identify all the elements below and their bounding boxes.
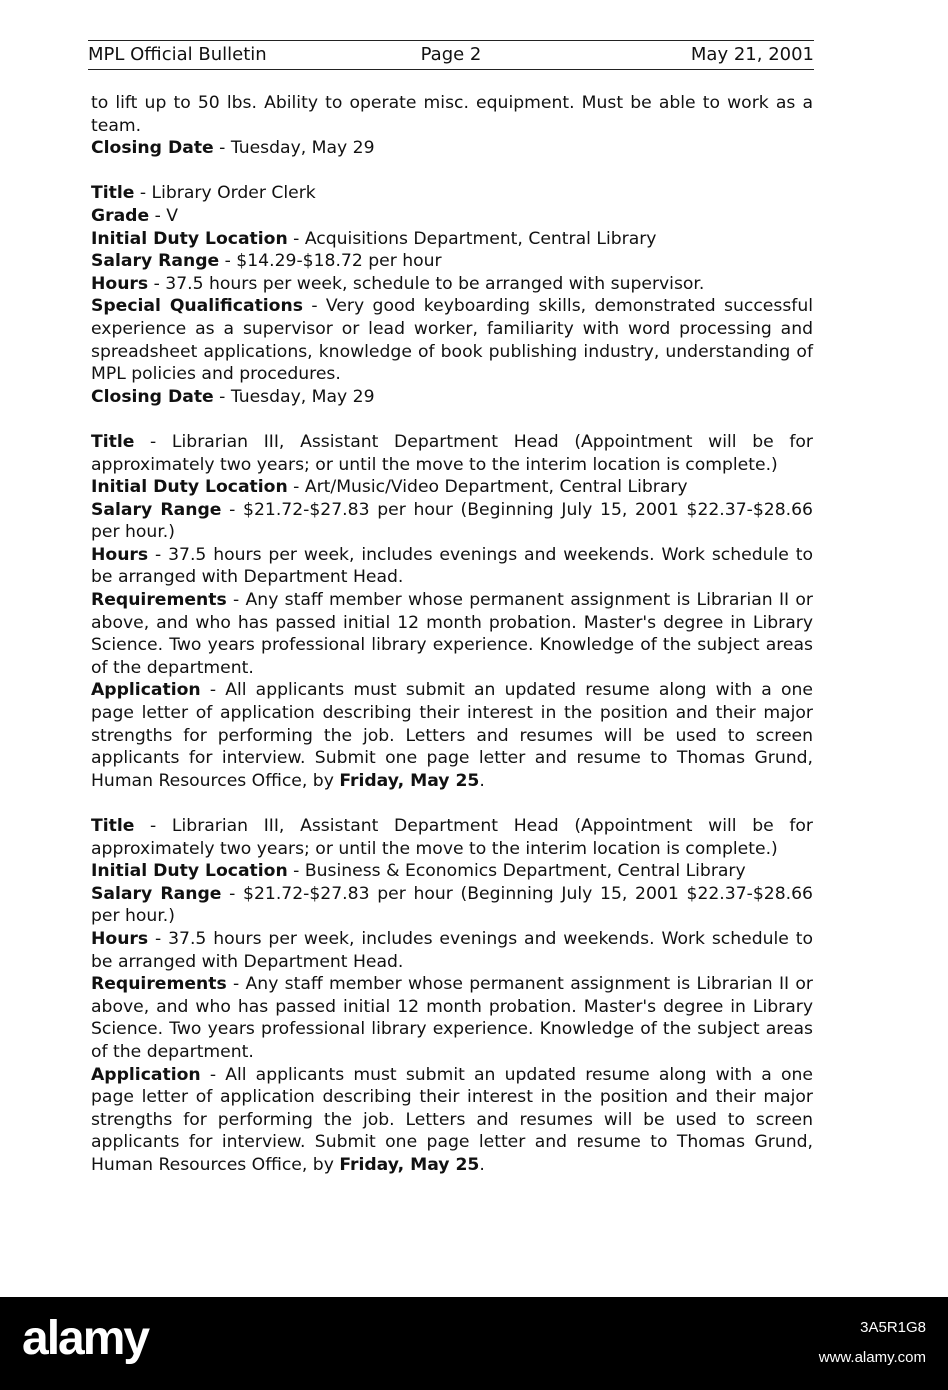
watermark-url: www.alamy.com [818,1349,926,1366]
job-grade: Grade - V [91,205,179,226]
job-location: Initial Duty Location - Art/Music/Video Department, Central Library [91,477,688,498]
page-header [88,40,814,70]
job-location: Initial Duty Location - Acquisitions Department, Central Library [91,228,657,249]
continued-closing-date: Closing Date - Tuesday, May 29 [91,138,375,159]
job-posting-library-order-clerk [91,182,813,408]
job-hours: Hours - 37.5 hours per week, includes evenings and weekends. Work schedule to be arranged with Department Head. [91,544,813,588]
bulletin-title: MPL Official Bulletin [88,44,267,65]
job-hours: Hours - 37.5 hours per week, schedule to be arranged with supervisor. [91,273,705,294]
application-deadline: Friday, May 25 [339,1154,480,1175]
job-location: Initial Duty Location - Business & Economics Department, Central Library [91,861,746,882]
image-code: 3A5R1G8 [860,1319,926,1336]
job-requirements: Requirements - Any staff member whose permanent assignment is Librarian II or above, and who has passed initial 12 month probation. Master's degree in Library Science. Two years professional library experience. Knowledge of the subject areas of the department. [91,974,813,1062]
job-closing-date: Closing Date - Tuesday, May 29 [91,386,375,407]
job-application: Application - All applicants must submit an updated resume along with a one page letter of application describing their interest in the position and their major strengths for performing the job. Letters and resumes will be used to screen applicants for interview. Submit one page letter and resume to Thomas Grund, Human Resources Office, by Friday, May 25. [91,1064,813,1175]
job-application: Application - All applicants must submit an updated resume along with a one page letter of application describing their interest in the position and their major strengths for performing the job. Letters and resumes will be used to screen applicants for interview. Submit one page letter and resume to Thomas Grund, Human Resources Office, by Friday, May 25. [91,680,813,791]
alamy-logo: alamy [22,1312,149,1365]
job-requirements: Requirements - Any staff member whose permanent assignment is Librarian II or above, and who has passed initial 12 month probation. Master's degree in Library Science. Two years professional library experience. Knowledge of the subject areas of the department. [91,590,813,678]
job-salary: Salary Range - $21.72-$27.83 per hour (Beginning July 15, 2001 $22.37-$28.66 per hour.) [91,499,813,543]
bulletin-body [91,92,813,1177]
job-salary: Salary Range - $21.72-$27.83 per hour (Beginning July 15, 2001 $22.37-$28.66 per hour.) [91,883,813,927]
application-deadline: Friday, May 25 [339,770,480,791]
job-title: Title - Library Order Clerk [91,183,316,204]
continued-text: to lift up to 50 lbs. Ability to operate misc. equipment. Must be able to work as a team. [91,93,813,136]
watermark-banner [0,1297,948,1390]
job-salary: Salary Range - $14.29-$18.72 per hour [91,251,442,272]
page-number: Page 2 [420,44,482,65]
job-qualifications: Special Qualifications - Very good keyboarding skills, demonstrated successful experience as a supervisor or lead worker, familiarity with word processing and spreadsheet applications, knowledge of book publishing industry, understanding of MPL policies and procedures. [91,296,813,385]
job-posting-librarian-business [91,815,813,1177]
job-title: Title - Librarian III, Assistant Department Head (Appointment will be for approximately two years; or until the move to the interim location is complete.) [91,816,813,859]
job-hours: Hours - 37.5 hours per week, includes evenings and weekends. Work schedule to be arranged with Department Head. [91,928,813,972]
job-title: Title - Librarian III, Assistant Department Head (Appointment will be for approximately two years; or until the move to the interim location is complete.) [91,431,813,475]
bulletin-date: May 21, 2001 [690,44,814,65]
job-posting-librarian-art-music [91,431,813,793]
